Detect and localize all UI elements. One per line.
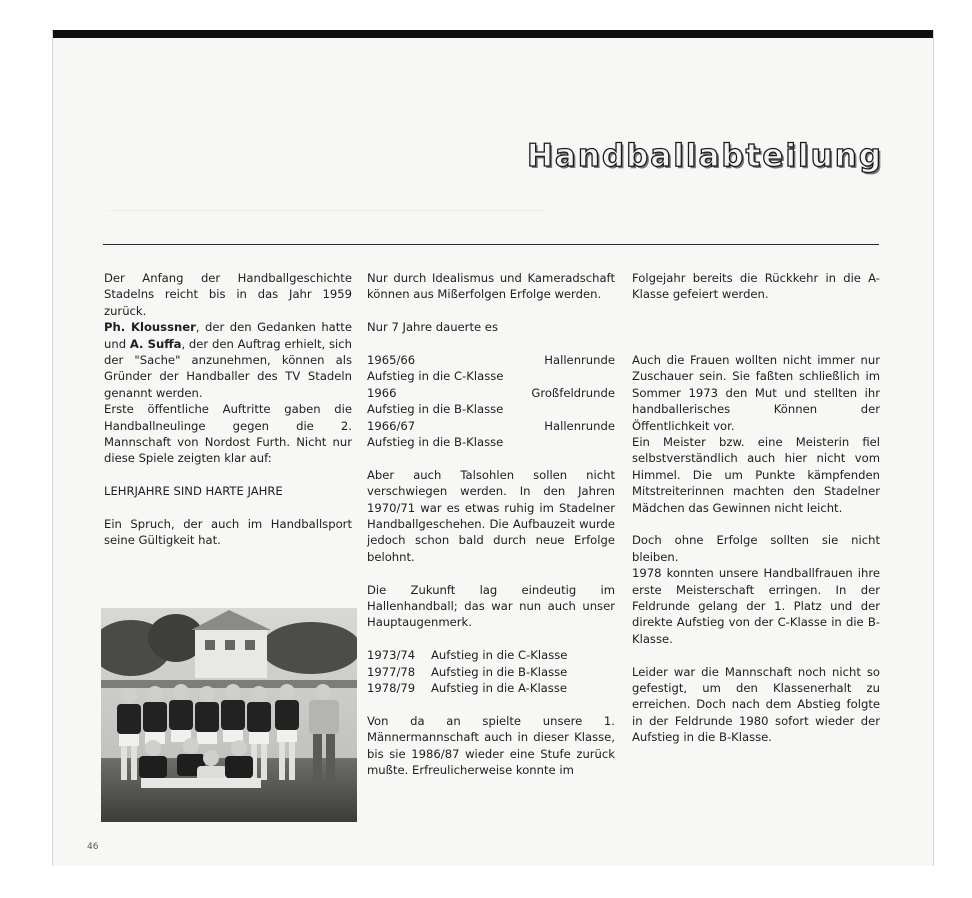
season-result: Aufstieg in die B-Klasse [367,402,504,417]
season-list [367,352,615,450]
top-border [53,30,933,38]
season-result: Aufstieg in die C-Klasse [367,369,504,384]
promotion-row: 1973/74 Aufstieg in die C-Klasse [367,648,568,663]
founder-name: Ph. Kloussner [104,320,196,335]
paragraph: Leider war die Mannschaft noch nicht so gefestigt, um den Klassenerhalt zu erreichen. Doch nach dem Abstieg folgte in der Feldrunde 1980 sofort wieder der Aufstieg in die B-Klasse. [632,664,880,745]
founder-name: A. Suffa [129,336,182,351]
paragraph: Erste öffentliche Auftritte gaben die Handballneulinge gegen die 2. Mannschaft von Nordost Furth. Nicht nur diese Spiele zeigten klar auf: [104,402,352,466]
paragraph: 1978 konnten unsere Handballfrauen ihre erste Meisterschaft erringen. In der Feldrunde gelang der 1. Platz und der direkte Aufstieg von der C-Klasse in die B-Klasse. [632,566,880,646]
season-row: 1965/66 Hallenrunde [367,353,615,367]
page-title: Handballabteilung [526,138,883,174]
column-3 [632,270,880,746]
team-photo-image [101,608,357,822]
promotion-row: 1977/78 Aufstieg in die B-Klasse [367,664,568,679]
paragraph: Die Zukunft lag eindeutig im Hallenhandball; das war nun auch unser Hauptaugenmerk. [367,582,615,630]
document-page [52,30,934,866]
column-1 [104,270,352,549]
title-rule [103,244,879,245]
season-row: 1966/67 Hallenrunde [367,418,615,433]
paragraph-founders: Ph. Kloussner, der den Gedanken hatte und A. Suffa, der den Auftrag erhielt, sich der "Sache" anzunehmen, können als Gründer der Handballer des TV Stadeln genannt werden. [104,320,352,400]
bleed-through-line [107,180,547,211]
paragraph: Ein Spruch, der auch im Handballsport seine Gültigkeit hat. [104,517,352,548]
paragraph: Nur 7 Jahre dauerte es [367,320,498,335]
team-photo [101,608,357,822]
paragraph: Ein Meister bzw. eine Meisterin fiel selbstverständlich auch hier nicht vom Himmel. Die um Punkte kämpfenden Mitstreiterinnen machten den Stadelner Mädchen das Gewinnen nicht leicht. [632,435,880,515]
promotion-list [367,647,615,696]
paragraph: Folgejahr bereits die Rückkehr in die A-Klasse gefeiert werden. [632,271,880,302]
paragraph: Aber auch Talsohlen sollen nicht verschwiegen werden. In den Jahren 1970/71 war es etwas ruhig im Stadelner Handballgeschehen. Die Aufbauzeit wurde jedoch schon bald durch neue Erfolge belohnt. [367,467,615,564]
season-row: 1966 Großfeldrunde [367,385,615,400]
season-result: Aufstieg in die B-Klasse [367,435,504,450]
paragraph: Der Anfang der Handballgeschichte Stadelns reicht bis in das Jahr 1959 zurück. [104,271,352,318]
paragraph: Nur durch Idealismus und Kameradschaft können aus Mißerfolgen Erfolge werden. [367,271,615,302]
promotion-row: 1978/79 Aufstieg in die A-Klasse [367,681,567,696]
paragraph: Doch ohne Erfolge sollten sie nicht bleiben. [632,533,880,564]
page-number: 46 [87,842,99,852]
paragraph: Von da an spielte unsere 1. Männermannschaft auch in dieser Klasse, bis sie 1986/87 wieder eine Stufe zurück mußte. Erfreulicherweise konnte im [367,713,615,778]
section-heading: LEHRJAHRE SIND HARTE JAHRE [104,484,283,499]
column-2 [367,270,615,779]
paragraph: Auch die Frauen wollten nicht immer nur Zuschauer sein. Sie faßten schließlich im Sommer 1973 den Mut und stellten ihr handballerisches Können der Öffentlichkeit vor. [632,352,880,433]
